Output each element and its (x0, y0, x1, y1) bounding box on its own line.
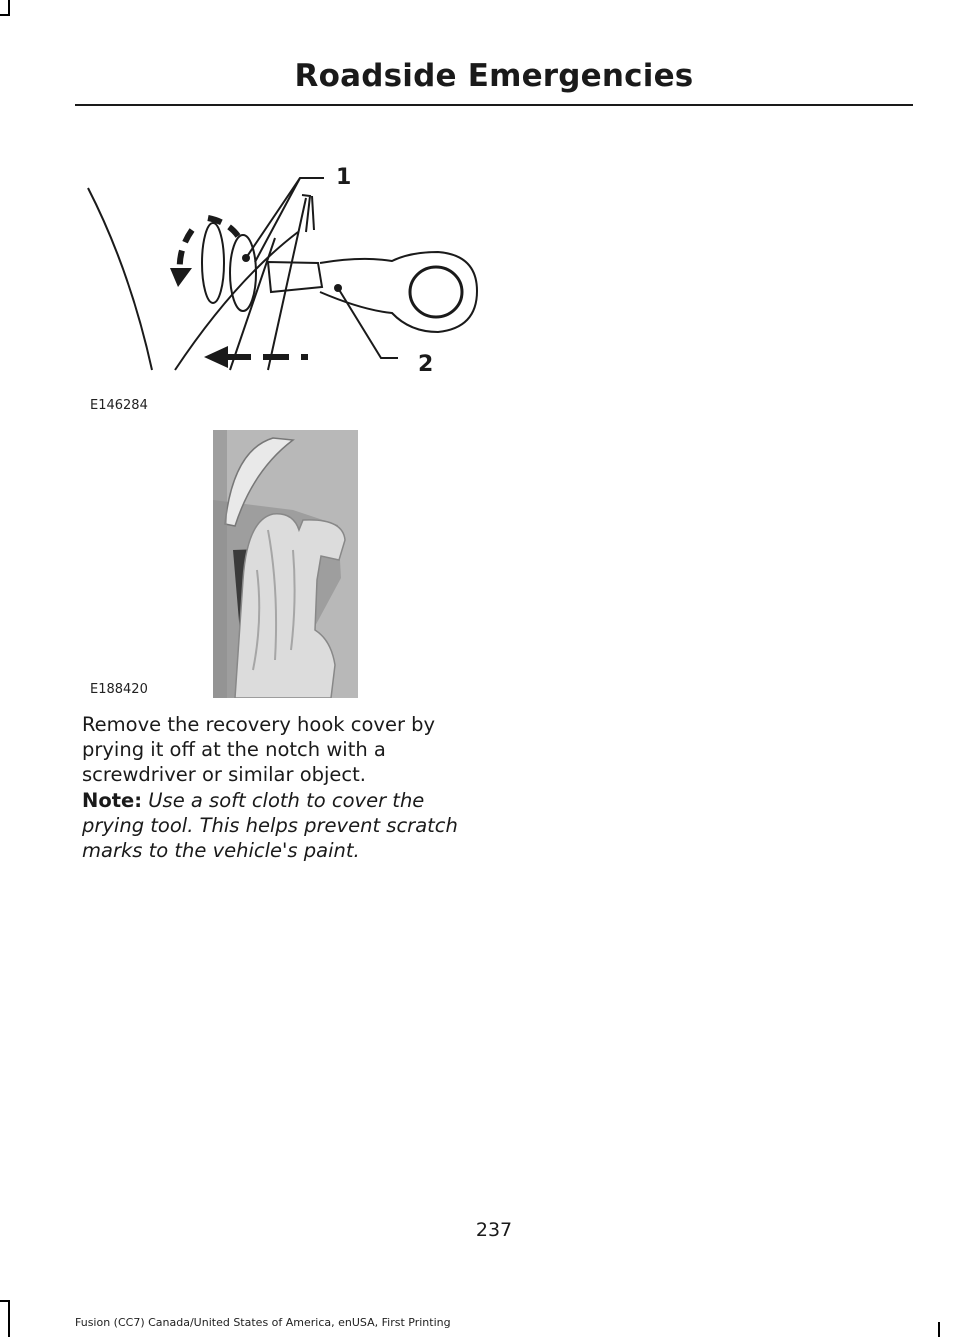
left-arrow-head (204, 346, 228, 368)
page-number: 237 (475, 1219, 513, 1241)
crop-mark (0, 1300, 10, 1302)
bumper-contour-line (230, 238, 275, 370)
bumper-contour-line (268, 198, 306, 370)
page-title: Roadside Emergencies (294, 58, 694, 94)
down-arrow-head (170, 268, 192, 287)
hook-shaft (268, 262, 322, 292)
hook-shank (320, 252, 477, 332)
callout-leader-line (338, 288, 398, 358)
header-rule (75, 104, 913, 106)
callout-dot (242, 254, 250, 262)
hook-eye (410, 267, 462, 317)
figure-code: E146284 (90, 398, 148, 413)
note-label: Note: (82, 789, 143, 812)
publication-footer: Fusion (CC7) Canada/United States of America, enUSA, First Printing (75, 1316, 451, 1329)
callout-number: 2 (418, 352, 434, 377)
cover-removal-photo (213, 430, 358, 698)
callout-dot (334, 284, 342, 292)
recovery-hook-diagram (80, 150, 500, 390)
note-text: Use a soft cloth to cover the prying tool. This helps prevent scratch marks to the vehicle's paint. (82, 789, 458, 862)
rotate-arrow-dashed (208, 218, 238, 236)
note-paragraph (82, 788, 482, 863)
rotate-arrow-dashed (180, 230, 192, 272)
instruction-paragraph: Remove the recovery hook cover by prying it off at the notch with a screwdriver or similar object. (82, 713, 436, 786)
crop-mark (938, 1322, 940, 1337)
crop-mark (0, 14, 10, 16)
bumper-contour-line (88, 188, 152, 370)
callout-number: 1 (336, 165, 352, 190)
crop-mark (8, 1300, 10, 1337)
figure-code: E188420 (90, 682, 148, 697)
removed-cover-outline (202, 223, 224, 303)
notch-detail (312, 196, 314, 230)
crop-mark (8, 0, 10, 14)
